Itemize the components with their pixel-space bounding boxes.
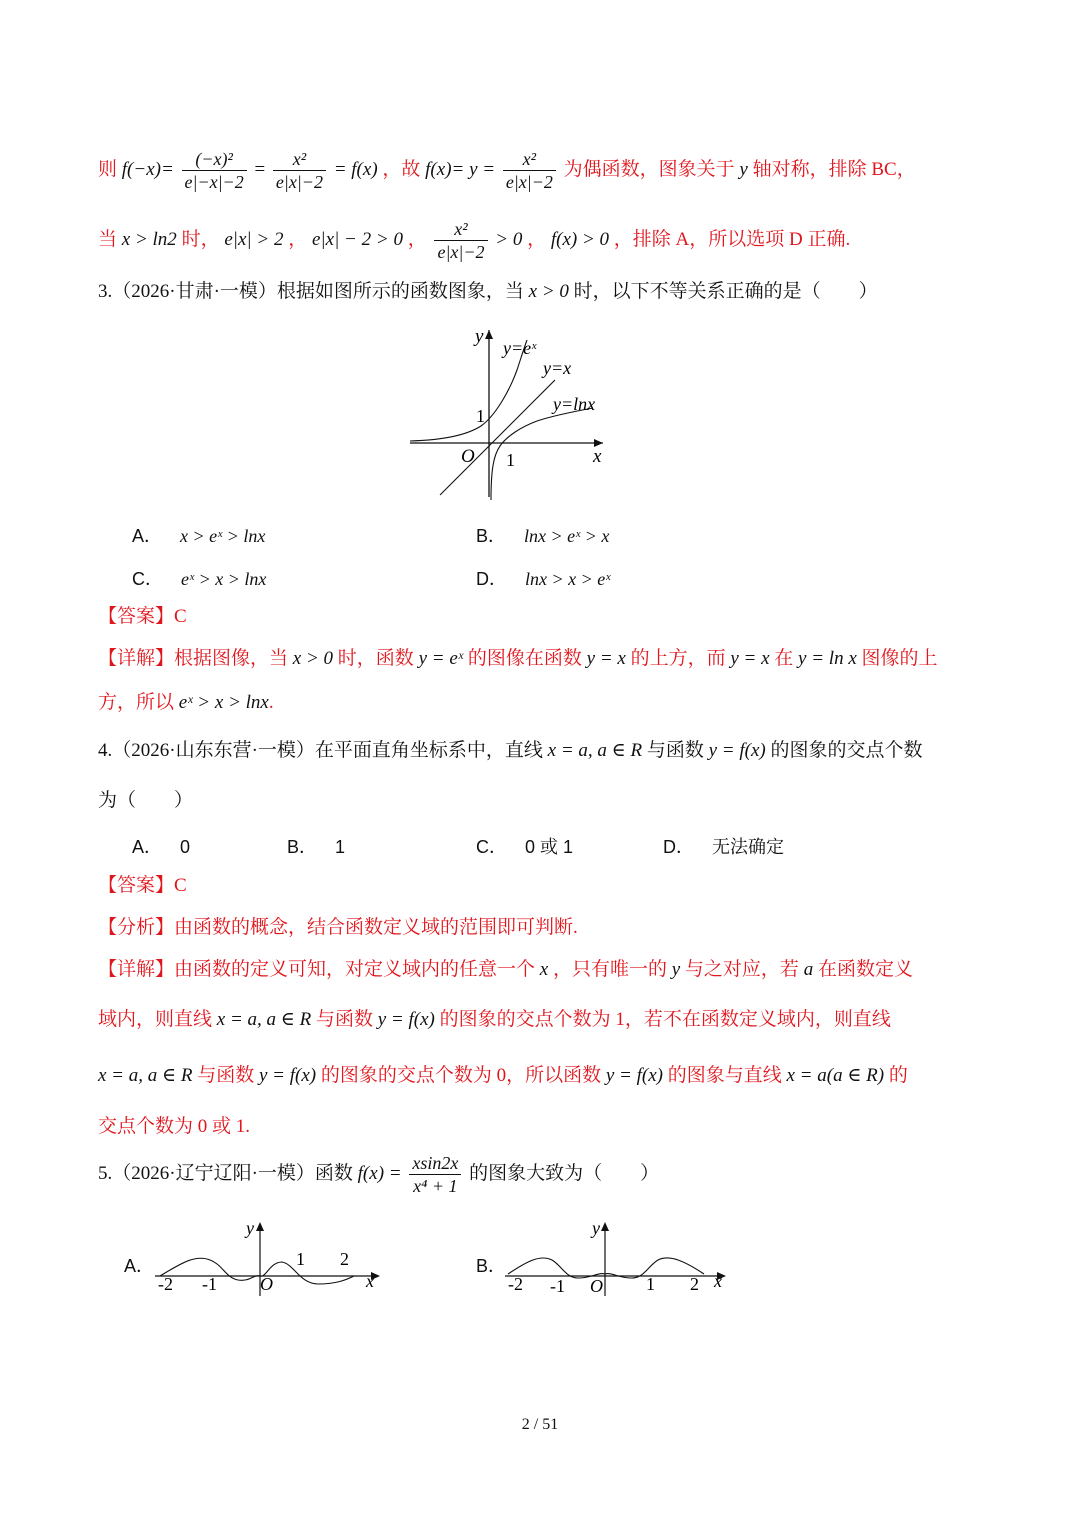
option-label: B． bbox=[476, 1256, 507, 1276]
q4-detail-line-4 bbox=[98, 1116, 250, 1139]
analysis-text: 由函数的概念，结合函数定义域的范围即可判断. bbox=[174, 917, 578, 938]
text: 轴对称，排除 BC， bbox=[752, 158, 916, 180]
math: x = a(a ∈ R) bbox=[786, 1065, 885, 1086]
math: x bbox=[539, 959, 549, 980]
label-curve-ln: y=lnx bbox=[553, 394, 596, 414]
text: 为（ ） bbox=[98, 790, 194, 811]
text: 由函数的定义可知，对定义域内的任意一个 bbox=[174, 959, 536, 980]
math: x > 0 bbox=[292, 648, 334, 669]
text: 时，函数 bbox=[337, 648, 414, 669]
math: y = f(x) bbox=[377, 1009, 435, 1030]
q5-option-a-graph[interactable] bbox=[150, 1218, 390, 1298]
math: y = x bbox=[586, 648, 626, 669]
q3-answer bbox=[98, 606, 187, 629]
text: 的 bbox=[888, 1065, 908, 1086]
label-one-x: 1 bbox=[506, 450, 515, 470]
answer-value: C bbox=[174, 606, 187, 627]
label-curve-exp: y=eˣ bbox=[503, 338, 537, 358]
text: 的图象的交点个数为 0，所以函数 bbox=[320, 1065, 602, 1086]
q4-option-b[interactable] bbox=[287, 833, 345, 859]
tick-label: 2 bbox=[690, 1274, 699, 1294]
math: a bbox=[803, 959, 814, 980]
option-value: lnx > eˣ > x bbox=[524, 526, 610, 546]
label-curve-line: y=x bbox=[543, 358, 572, 378]
math: y = f(x) bbox=[258, 1065, 317, 1086]
text: 的图象大致为（ ） bbox=[469, 1162, 660, 1184]
q4-option-a[interactable] bbox=[132, 833, 190, 859]
fraction: $\frac{\text{x²}}{e|x|-2}$ bbox=[434, 218, 487, 263]
text: 的图象的交点个数为 1，若不在函数定义域内，则直线 bbox=[439, 1009, 891, 1030]
tick-label: -2 bbox=[158, 1274, 173, 1294]
math: e|x| − 2 > 0 bbox=[311, 228, 403, 250]
text: 根据图像，当 bbox=[174, 648, 289, 669]
label-y: y bbox=[592, 1218, 600, 1238]
math: y bbox=[671, 959, 681, 980]
q4-detail-line-1 bbox=[98, 959, 913, 982]
option-value: 无法确定 bbox=[712, 837, 784, 857]
fraction: $\frac{xsin2x}{\text{x⁴ + 1}}$ bbox=[409, 1152, 461, 1197]
text: 当 bbox=[98, 228, 118, 250]
q3-detail-line-1 bbox=[98, 648, 938, 671]
text: 交点个数为 0 或 1. bbox=[98, 1116, 251, 1137]
math: x = a, a ∈ R bbox=[98, 1065, 193, 1086]
math: x = a, a ∈ R bbox=[547, 740, 643, 761]
math: x = a, a ∈ R bbox=[216, 1009, 312, 1030]
q3-option-c[interactable] bbox=[132, 565, 266, 591]
text: 的图像在函数 bbox=[467, 648, 582, 669]
answer-value: C bbox=[174, 875, 187, 896]
math: f(x)= y = bbox=[425, 158, 496, 180]
question-5-stem bbox=[98, 1152, 659, 1197]
text: 与函数 bbox=[315, 1009, 373, 1030]
q5-option-b-graph[interactable] bbox=[500, 1218, 740, 1298]
option-label: B． bbox=[287, 837, 318, 857]
q3-option-d[interactable] bbox=[476, 565, 610, 591]
text: 时，以下不等关系正确的是（ ） bbox=[573, 281, 878, 302]
option-label: A． bbox=[132, 526, 163, 546]
label-origin: O bbox=[590, 1276, 603, 1296]
text: ， bbox=[288, 228, 308, 250]
curve bbox=[160, 1258, 354, 1284]
text: 3.（2026·甘肃·一模）根据如图所示的函数图象，当 bbox=[98, 281, 524, 302]
tick-label: -1 bbox=[550, 1276, 565, 1296]
text: . bbox=[268, 692, 274, 713]
solution-line-1 bbox=[98, 148, 916, 193]
text: ， bbox=[527, 228, 547, 250]
curve bbox=[508, 1258, 704, 1278]
detail-tag: 【详解】 bbox=[98, 648, 175, 669]
math: = bbox=[254, 158, 266, 180]
q4-detail-line-3 bbox=[98, 1065, 908, 1088]
option-label: B． bbox=[476, 526, 507, 546]
math: e|x| > 2 bbox=[224, 228, 284, 250]
option-label: D． bbox=[663, 837, 694, 857]
fraction: $\frac{\text{x²}}{e|x|-2}$ bbox=[273, 148, 326, 193]
analysis-tag: 【分析】 bbox=[98, 917, 175, 938]
text: 为偶函数，图象关于 bbox=[563, 158, 735, 180]
page-number: 2 / 51 bbox=[521, 1416, 559, 1433]
math: y = ln x bbox=[798, 648, 857, 669]
math: y = f(x) bbox=[708, 740, 766, 761]
option-label: D． bbox=[476, 569, 507, 589]
detail-tag: 【详解】 bbox=[98, 959, 175, 980]
label-one-y: 1 bbox=[476, 406, 485, 426]
q4-analysis bbox=[98, 917, 578, 940]
text: ，只有唯一的 bbox=[552, 959, 667, 980]
option-value: 1 bbox=[335, 837, 346, 857]
label-x: x bbox=[366, 1271, 374, 1291]
label-y: y bbox=[246, 1218, 254, 1238]
answer-tag: 【答案】 bbox=[98, 875, 175, 896]
tick-label: 1 bbox=[296, 1249, 305, 1269]
option-label: A． bbox=[132, 837, 163, 857]
answer-tag: 【答案】 bbox=[98, 606, 175, 627]
option-value: 0 或 1 bbox=[525, 837, 574, 857]
label-y: y bbox=[475, 326, 484, 347]
math: f(−x)= bbox=[121, 158, 174, 180]
tick-label: 2 bbox=[340, 1249, 349, 1269]
text: 5.（2026·辽宁辽阳·一模）函数 bbox=[98, 1162, 353, 1184]
tick-label: -2 bbox=[508, 1274, 523, 1294]
question-3-graph bbox=[405, 322, 615, 502]
q4-answer bbox=[98, 875, 187, 898]
option-value: x > eˣ > lnx bbox=[180, 526, 266, 546]
text: ，故 bbox=[382, 158, 421, 180]
text: 的上方，而 bbox=[630, 648, 726, 669]
math: y = eˣ bbox=[418, 648, 464, 669]
text: 时， bbox=[181, 228, 220, 250]
solution-line-2 bbox=[98, 218, 850, 263]
q3-option-b[interactable] bbox=[476, 522, 609, 548]
math: = f(x) bbox=[333, 158, 378, 180]
text: 在函数定义 bbox=[817, 959, 913, 980]
question-3-stem bbox=[98, 281, 878, 304]
tick-label: 1 bbox=[646, 1274, 655, 1294]
q4-option-c[interactable] bbox=[476, 833, 573, 859]
math: f(x) > 0 bbox=[550, 228, 610, 250]
fraction: $\frac{\text{x²}}{e|x|-2}$ bbox=[503, 148, 556, 193]
curve-y-equals-x bbox=[440, 380, 555, 495]
text: 在 bbox=[774, 648, 794, 669]
tick-label: -1 bbox=[202, 1274, 217, 1294]
math: y bbox=[739, 158, 748, 180]
q3-detail-line-2 bbox=[98, 692, 274, 715]
math: x > 0 bbox=[528, 281, 569, 302]
option-label: A． bbox=[124, 1256, 155, 1276]
math: y = x bbox=[730, 648, 770, 669]
option-value: eˣ > x > lnx bbox=[181, 569, 267, 589]
math: eˣ > x > lnx bbox=[178, 692, 269, 713]
y-axis-arrow bbox=[601, 1222, 609, 1231]
text: 与函数 bbox=[646, 740, 704, 761]
math: x > ln2 bbox=[121, 228, 177, 250]
text: 图像的上 bbox=[861, 648, 938, 669]
text: 4.（2026·山东东营·一模）在平面直角坐标系中，直线 bbox=[98, 740, 543, 761]
text: 与函数 bbox=[197, 1065, 255, 1086]
label-origin: O bbox=[260, 1274, 273, 1294]
text: ， bbox=[407, 228, 427, 250]
label-x: x bbox=[714, 1271, 722, 1291]
fraction: $\frac{\text{(−x)²}}{e|-x|-2}$ bbox=[182, 148, 247, 193]
text: 方，所以 bbox=[98, 692, 175, 713]
question-4-stem bbox=[98, 740, 923, 763]
option-value: 0 bbox=[180, 837, 191, 857]
text: 与之对应，若 bbox=[684, 959, 799, 980]
text: ，排除 A，所以选项 D 正确. bbox=[613, 228, 851, 250]
option-value: lnx > x > eˣ bbox=[525, 569, 611, 589]
math: f(x) = bbox=[357, 1162, 402, 1184]
q3-option-a[interactable] bbox=[132, 522, 265, 548]
q4-option-d[interactable] bbox=[663, 833, 784, 859]
y-axis-arrow bbox=[256, 1222, 264, 1231]
text: 则 bbox=[98, 158, 118, 180]
label-x: x bbox=[593, 446, 602, 467]
option-label: C． bbox=[132, 569, 163, 589]
text: 的图象的交点个数 bbox=[770, 740, 923, 761]
option-label: C． bbox=[476, 837, 507, 857]
text: 的图象与直线 bbox=[667, 1065, 782, 1086]
math: y = f(x) bbox=[605, 1065, 663, 1086]
question-4-stem-2 bbox=[98, 790, 193, 813]
q4-detail-line-2 bbox=[98, 1009, 891, 1032]
y-axis-arrow bbox=[485, 330, 493, 339]
label-origin: O bbox=[461, 446, 475, 467]
text: 域内，则直线 bbox=[98, 1009, 213, 1030]
math: > 0 bbox=[495, 228, 523, 250]
